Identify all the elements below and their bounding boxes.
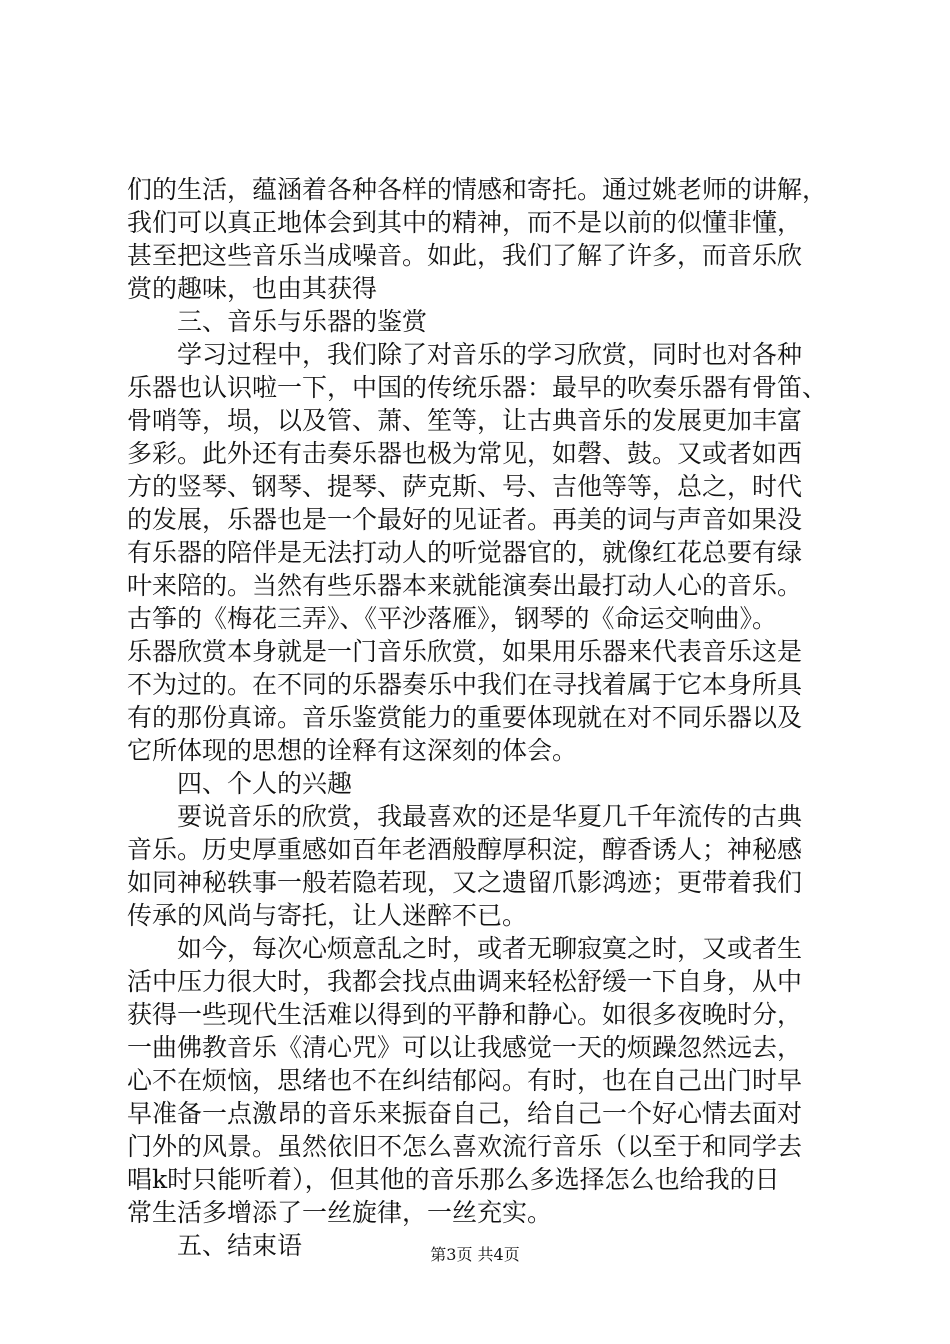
section-heading-4: 四、个人的兴趣 bbox=[177, 769, 353, 798]
text-line: 骨哨等，埙，以及管、萧、笙等，让古典音乐的发展更加丰富 bbox=[127, 406, 803, 435]
text-line: 心不在烦恼，思绪也不在纠结郁闷。有时，也在自己出门时早 bbox=[127, 1066, 803, 1095]
section-heading-5: 五、结束语 bbox=[177, 1231, 303, 1260]
text-line: 要说音乐的欣赏，我最喜欢的还是华夏几千年流传的古典 bbox=[177, 802, 803, 831]
text-line: 我们可以真正地体会到其中的精神，而不是以前的似懂非懂， bbox=[127, 208, 803, 237]
text-line: 早准备一点激昂的音乐来振奋自己，给自己一个好心情去面对 bbox=[127, 1099, 803, 1128]
text-line: 古筝的《梅花三弄》、《平沙落雁》，钢琴的《命运交响曲》。 bbox=[127, 604, 778, 633]
text-line: 有乐器的陪伴是无法打动人的听觉器官的，就像红花总要有绿 bbox=[127, 538, 803, 567]
document-body bbox=[127, 173, 837, 1262]
section-heading-3: 三、音乐与乐器的鉴赏 bbox=[177, 307, 428, 336]
text-line: 有的那份真谛。音乐鉴赏能力的重要体现就在对不同乐器以及 bbox=[127, 703, 803, 732]
text-line: 们的生活，蕴涵着各种各样的情感和寄托。通过姚老师的讲解， bbox=[127, 175, 828, 204]
text-line: 一曲佛教音乐《清心咒》可以让我感觉一天的烦躁忽然远去， bbox=[127, 1033, 803, 1062]
text-line: 如今，每次心烦意乱之时，或者无聊寂寞之时，又或者生 bbox=[177, 934, 803, 963]
text-line: 它所体现的思想的诠释有这深刻的体会。 bbox=[127, 736, 578, 765]
page-number-footer: 第3页 共4页 bbox=[430, 1245, 520, 1264]
text-line: 乐器也认识啦一下，中国的传统乐器：最早的吹奏乐器有骨笛、 bbox=[127, 373, 828, 402]
text-line: 的发展，乐器也是一个最好的见证者。再美的词与声音如果没 bbox=[127, 505, 803, 534]
text-line: 唱k时只能听着），但其他的音乐那么多选择怎么也给我的日 bbox=[127, 1165, 780, 1194]
text-line: 赏的趣味，也由其获得 bbox=[127, 274, 378, 303]
text-line: 学习过程中，我们除了对音乐的学习欣赏，同时也对各种 bbox=[177, 340, 803, 369]
text-line: 不为过的。在不同的乐器奏乐中我们在寻找着属于它本身所具 bbox=[127, 670, 803, 699]
text-line: 多彩。此外还有击奏乐器也极为常见，如磬、鼓。又或者如西 bbox=[127, 439, 803, 468]
text-line: 乐器欣赏本身就是一门音乐欣赏，如果用乐器来代表音乐这是 bbox=[127, 637, 803, 666]
text-line: 方的竖琴、钢琴、提琴、萨克斯、号、吉他等等，总之，时代 bbox=[127, 472, 803, 501]
text-line: 活中压力很大时，我都会找点曲调来轻松舒缓一下自身，从中 bbox=[127, 967, 803, 996]
text-line: 甚至把这些音乐当成噪音。如此，我们了解了许多，而音乐欣 bbox=[127, 241, 803, 270]
text-line: 获得一些现代生活难以得到的平静和静心。如很多夜晚时分， bbox=[127, 1000, 803, 1029]
text-line: 常生活多增添了一丝旋律，一丝充实。 bbox=[127, 1198, 553, 1227]
text-line: 传承的风尚与寄托，让人迷醉不已。 bbox=[127, 901, 528, 930]
text-line: 如同神秘轶事一般若隐若现，又之遗留爪影鸿迹；更带着我们 bbox=[127, 868, 803, 897]
text-line: 叶来陪的。当然有些乐器本来就能演奏出最打动人心的音乐。 bbox=[127, 571, 803, 600]
text-line: 门外的风景。虽然依旧不怎么喜欢流行音乐（以至于和同学去 bbox=[127, 1132, 803, 1161]
text-line: 音乐。历史厚重感如百年老酒般醇厚积淀，醇香诱人；神秘感 bbox=[127, 835, 803, 864]
